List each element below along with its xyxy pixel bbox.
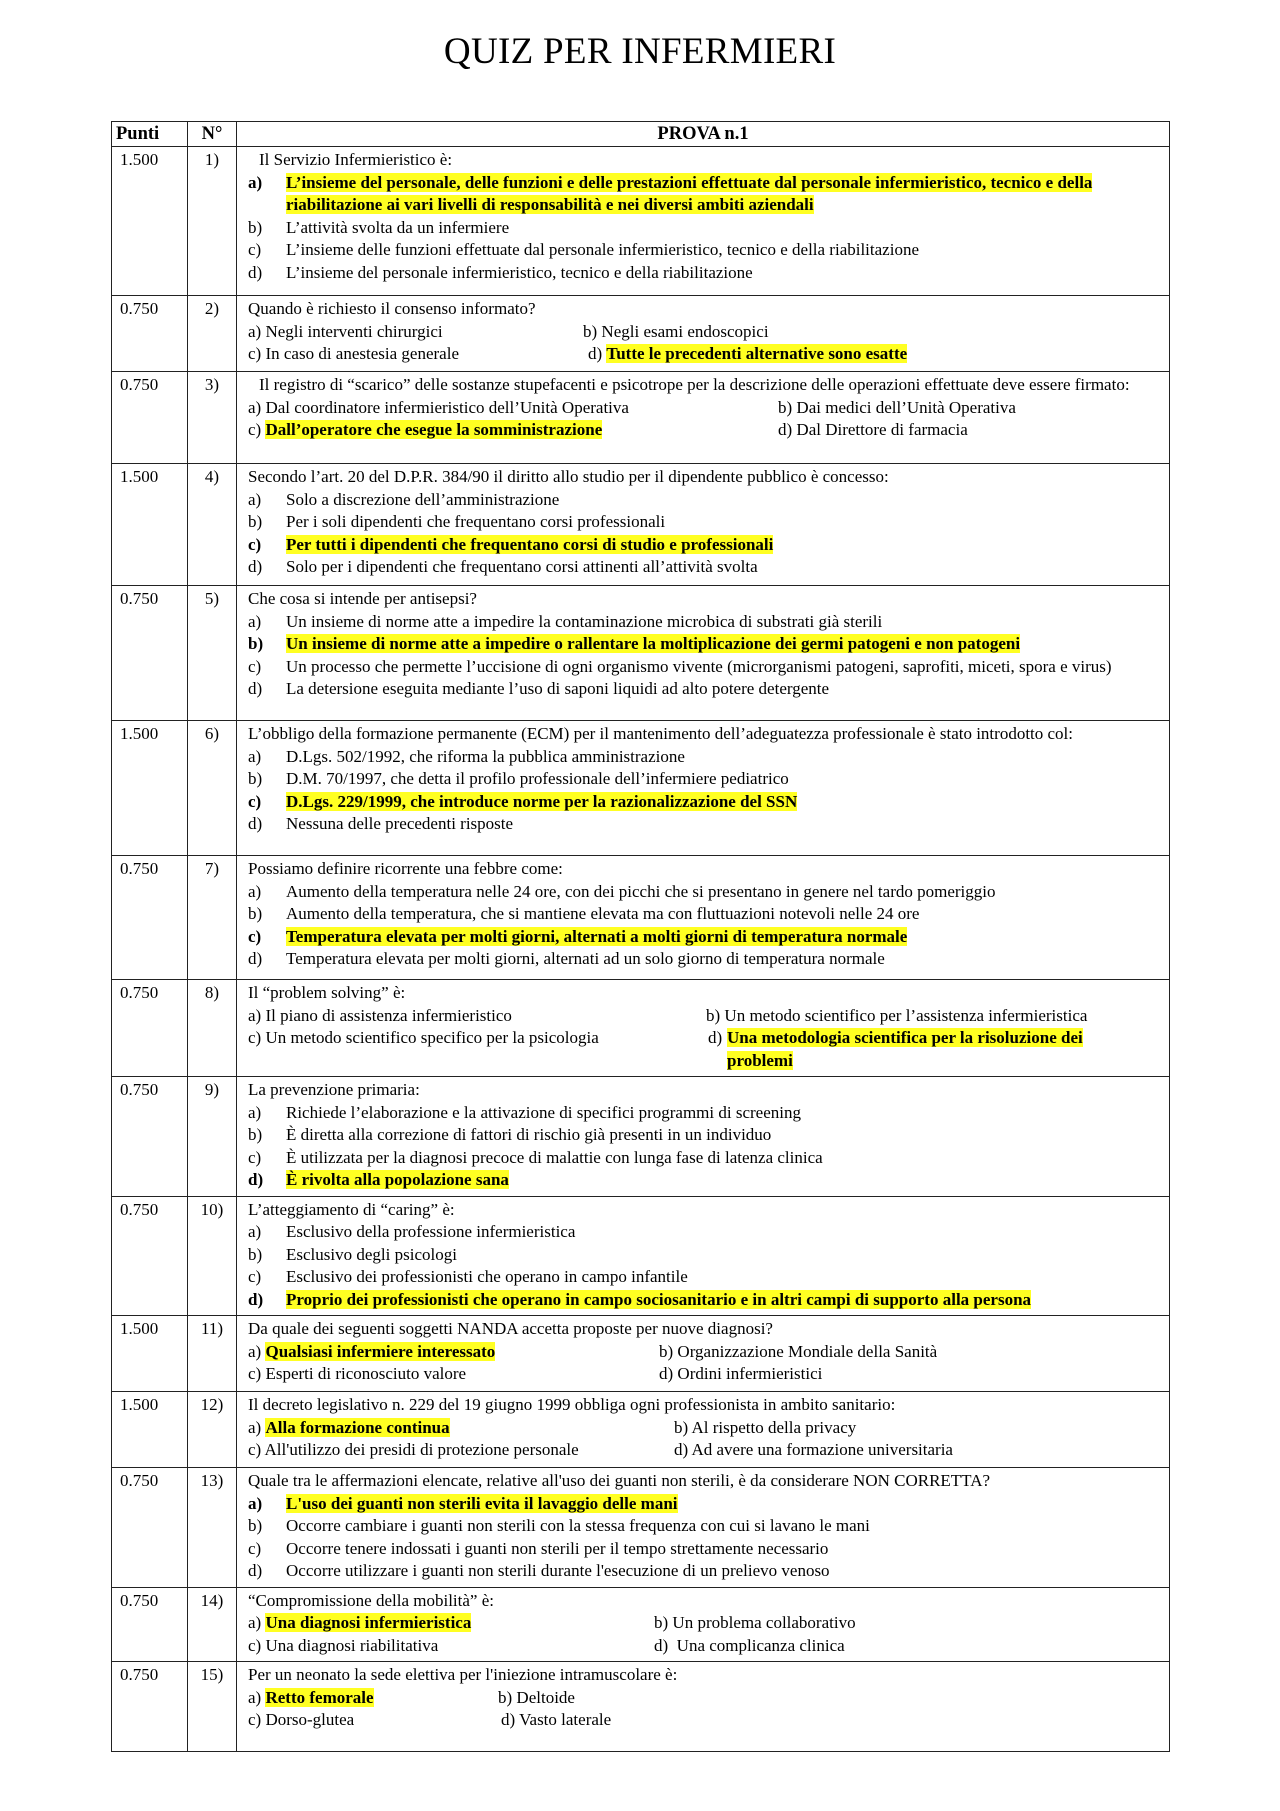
table-row: [112, 372, 1170, 464]
answer-row: [248, 419, 1163, 442]
question-number: 1): [188, 147, 237, 296]
question-points: 1.500: [112, 147, 188, 296]
answer-option: b) Un problema collaborativo: [654, 1613, 856, 1632]
answer-option: b) Negli esami endoscopici: [583, 321, 769, 341]
question-text: Il registro di “scarico” delle sostanze stupefacenti e psicotrope per la descrizione delle operazioni effettuate deve essere firmato:: [259, 375, 1130, 394]
answer-option: a) Un insieme di norme atte a impedire la contaminazione microbica di substrati già sterili: [248, 611, 883, 631]
question-points: 0.750: [112, 1077, 188, 1197]
answer-option: b) Per i soli dipendenti che frequentano corsi professionali: [248, 512, 666, 531]
answer-option-correct: b) Un insieme di norme atte a impedire o rallentare la moltiplicazione dei germi patogeni e non patogeni: [248, 634, 1021, 653]
correct-answer-highlight: Una diagnosi infermieristica: [265, 1613, 472, 1632]
question-number: 13): [188, 1468, 237, 1588]
answer-option: a) Negli interventi chirurgici: [248, 321, 443, 341]
question-text: Quale tra le affermazioni elencate, relative all'uso dei guanti non sterili, è da considerare NON CORRETTA?: [248, 1471, 991, 1490]
answer-option: a) Esclusivo della professione infermieristica: [248, 1222, 576, 1241]
answer-row: [248, 1635, 1163, 1658]
answer-option-correct: d) Tutte le precedenti alternative sono esatte: [588, 344, 908, 363]
question-text: Che cosa si intende per antisepsi?: [248, 589, 477, 608]
question-points: 0.750: [112, 856, 188, 980]
table-row: [112, 1392, 1170, 1468]
question-number: 14): [188, 1587, 237, 1662]
answer-option: c) Esclusivo dei professionisti che operano in campo infantile: [248, 1267, 688, 1286]
table-row: [112, 464, 1170, 586]
table-row: [112, 1662, 1170, 1752]
correct-answer-highlight: Qualsiasi infermiere interessato: [265, 1341, 496, 1361]
answer-option: b) D.M. 70/1997, che detta il profilo professionale dell’infermiere pediatrico: [248, 769, 789, 788]
question-text: L’atteggiamento di “caring” è:: [248, 1199, 455, 1219]
question-text: Quando è richiesto il consenso informato?: [248, 299, 536, 318]
answer-row: [248, 397, 1163, 420]
answer-option-correct: a) Qualsiasi infermiere interessato: [248, 1341, 496, 1361]
answer-option-correct: a) L’insieme del personale, delle funzioni e delle prestazioni effettuate dal personale infermieristico, tecnico e della riabilitazione ai vari livelli di responsabilità e nei diversi ambiti aziendali: [248, 172, 1093, 214]
answer-option: c) Esperti di riconosciuto valore: [248, 1364, 467, 1383]
answer-option: a) Aumento della temperatura nelle 24 ore, con dei picchi che si presentano in genere nel tardo pomeriggio: [248, 881, 996, 901]
table-row: [112, 1077, 1170, 1197]
correct-answer-highlight: Per tutti i dipendenti che frequentano corsi di studio e professionali: [286, 534, 774, 554]
answer-row: [248, 343, 1163, 366]
header-points: Punti: [112, 122, 188, 147]
correct-answer-highlight: Retto femorale: [265, 1687, 374, 1707]
question-points: 0.750: [112, 1587, 188, 1662]
answer-option: c) Una diagnosi riabilitativa: [248, 1635, 439, 1655]
table-row: [112, 296, 1170, 372]
answer-option: b) Occorre cambiare i guanti non sterili con la stessa frequenza con cui si lavano le mani: [248, 1516, 870, 1535]
question-number: 11): [188, 1316, 237, 1392]
answer-option: b) Organizzazione Mondiale della Sanità: [659, 1341, 938, 1361]
answer-option: c) Occorre tenere indossati i guanti non sterili per il tempo strettamente necessario: [248, 1538, 829, 1558]
question-cell: [237, 1468, 1170, 1588]
question-cell: [237, 372, 1170, 464]
answer-option: b) Esclusivo degli psicologi: [248, 1244, 457, 1264]
question-number: 10): [188, 1196, 237, 1316]
answer-option-correct: a) Una diagnosi infermieristica: [248, 1613, 472, 1632]
answer-option-correct: c) D.Lgs. 229/1999, che introduce norme per la razionalizzazione del SSN: [248, 791, 798, 811]
table-header-row: [112, 122, 1170, 147]
question-cell: [237, 296, 1170, 372]
correct-answer-highlight: L’insieme del personale, delle funzioni e delle prestazioni effettuate dal personale infermieristico, tecnico e della riabilitazione ai vari livelli di responsabilità e nei diversi ambiti aziendali: [286, 172, 1093, 214]
question-text: Il “problem solving” è:: [248, 983, 406, 1002]
answer-option: a) Richiede l’elaborazione e la attivazione di specifici programmi di screening: [248, 1102, 801, 1122]
table-row: [112, 1316, 1170, 1392]
question-cell: [237, 1196, 1170, 1316]
question-cell: [237, 1316, 1170, 1392]
question-text: Possiamo definire ricorrente una febbre come:: [248, 859, 563, 878]
answer-option: d) Vasto laterale: [501, 1710, 612, 1729]
answer-option: c) All'utilizzo dei presidi di protezione personale: [248, 1440, 579, 1459]
answer-option: d) Ad avere una formazione universitaria: [674, 1440, 953, 1459]
question-points: 0.750: [112, 296, 188, 372]
question-points: 1.500: [112, 464, 188, 586]
question-text: Il Servizio Infermieristico è:: [259, 150, 453, 169]
question-text: Da quale dei seguenti soggetti NANDA accetta proposte per nuove diagnosi?: [248, 1319, 773, 1338]
answer-option: b) L’attività svolta da un infermiere: [248, 217, 510, 237]
question-cell: [237, 464, 1170, 586]
answer-option: a) Solo a discrezione dell’amministrazione: [248, 489, 560, 509]
answer-row: [248, 1363, 1163, 1386]
answer-row: [248, 1027, 1163, 1072]
question-number: 7): [188, 856, 237, 980]
question-points: 0.750: [112, 1196, 188, 1316]
question-text: Per un neonato la sede elettiva per l'iniezione intramuscolare è:: [248, 1665, 678, 1684]
correct-answer-highlight: È rivolta alla popolazione sana: [286, 1170, 509, 1189]
question-cell: [237, 980, 1170, 1077]
answer-option: d) Occorre utilizzare i guanti non sterili durante l'esecuzione di un prelievo venoso: [248, 1561, 830, 1580]
question-cell: [237, 1662, 1170, 1752]
question-number: 6): [188, 721, 237, 856]
table-row: [112, 586, 1170, 721]
answer-option: d) Temperatura elevata per molti giorni, alternati ad un solo giorno di temperatura normale: [248, 949, 885, 968]
answer-row: [248, 1709, 1163, 1732]
table-row: [112, 1468, 1170, 1588]
question-cell: [237, 856, 1170, 980]
answer-option: c) Un metodo scientifico specifico per la psicologia: [248, 1028, 599, 1047]
answer-option: b) È diretta alla correzione di fattori di rischio già presenti in un individuo: [248, 1125, 772, 1144]
answer-option: b) Aumento della temperatura, che si mantiene elevata ma con fluttuazioni notevoli nelle 24 ore: [248, 904, 920, 923]
answer-option: b) Dai medici dell’Unità Operativa: [778, 397, 1016, 417]
question-number: 2): [188, 296, 237, 372]
question-number: 9): [188, 1077, 237, 1197]
answer-row: [248, 1341, 1163, 1364]
answer-row: [248, 1612, 1163, 1635]
answer-option: d) Solo per i dipendenti che frequentano corsi attinenti all’attività svolta: [248, 557, 758, 576]
answer-option: d) La detersione eseguita mediante l’uso di saponi liquidi ad alto potere detergente: [248, 679, 830, 698]
question-cell: [237, 721, 1170, 856]
question-points: 0.750: [112, 980, 188, 1077]
correct-answer-highlight: Tutte le precedenti alternative sono esatte: [606, 344, 908, 363]
correct-answer-highlight: Dall’operatore che esegue la somministrazione: [265, 420, 603, 439]
answer-option-correct: c) Dall’operatore che esegue la somministrazione: [248, 420, 603, 439]
answer-option-correct: d) Proprio dei professionisti che operano in campo sociosanitario e in altri campi di supporto alla persona: [248, 1289, 1032, 1309]
question-cell: [237, 147, 1170, 296]
question-cell: [237, 1392, 1170, 1468]
question-number: 15): [188, 1662, 237, 1752]
answer-option-correct: a) Retto femorale: [248, 1687, 374, 1707]
answer-row: [248, 1005, 1163, 1028]
answer-option: a) Dal coordinatore infermieristico dell’Unità Operativa: [248, 397, 629, 417]
answer-option: b) Al rispetto della privacy: [674, 1417, 857, 1437]
quiz-table: [111, 121, 1170, 1752]
correct-answer-highlight: Alla formazione continua: [265, 1417, 450, 1437]
answer-option-correct: d) È rivolta alla popolazione sana: [248, 1170, 509, 1189]
question-number: 3): [188, 372, 237, 464]
correct-answer-highlight: D.Lgs. 229/1999, che introduce norme per la razionalizzazione del SSN: [286, 791, 798, 811]
correct-answer-highlight: Temperatura elevata per molti giorni, alternati a molti giorni di temperatura normale: [286, 926, 908, 946]
correct-answer-highlight: Un insieme di norme atte a impedire o rallentare la moltiplicazione dei germi patogeni e non patogeni: [286, 634, 1021, 653]
table-row: [112, 1196, 1170, 1316]
answer-option: c) È utilizzata per la diagnosi precoce di malattie con lunga fase di latenza clinica: [248, 1147, 823, 1167]
answer-row: [248, 1439, 1163, 1462]
correct-answer-highlight: Una metodologia scientifica per la risoluzione dei problemi: [727, 1028, 1083, 1070]
question-cell: [237, 586, 1170, 721]
header-section: PROVA n.1: [237, 122, 1170, 147]
answer-option-correct: c) Per tutti i dipendenti che frequentano corsi di studio e professionali: [248, 534, 774, 554]
answer-option: c) Dorso-glutea: [248, 1710, 355, 1729]
answer-option: a) D.Lgs. 502/1992, che riforma la pubblica amministrazione: [248, 746, 685, 766]
table-row: [112, 856, 1170, 980]
question-points: 1.500: [112, 1392, 188, 1468]
question-points: 0.750: [112, 1468, 188, 1588]
answer-option: c) In caso di anestesia generale: [248, 344, 459, 363]
answer-row: [248, 1417, 1163, 1440]
answer-option-correct: a) Alla formazione continua: [248, 1417, 450, 1437]
question-number: 8): [188, 980, 237, 1077]
question-number: 5): [188, 586, 237, 721]
table-row: [112, 721, 1170, 856]
answer-option: d) L’insieme del personale infermieristico, tecnico e della riabilitazione: [248, 262, 753, 282]
question-points: 1.500: [112, 1316, 188, 1392]
answer-row: [248, 1687, 1163, 1710]
answer-option: d) Ordini infermieristici: [659, 1364, 823, 1383]
header-number: N°: [188, 122, 237, 147]
answer-option-correct: d) Una metodologia scientifica per la risoluzione dei problemi: [708, 1028, 1083, 1070]
document-title: QUIZ PER INFERMIERI: [443, 31, 837, 72]
question-points: 0.750: [112, 586, 188, 721]
question-number: 4): [188, 464, 237, 586]
answer-option: c) Un processo che permette l’uccisione di ogni organismo vivente (microrganismi patogeni, saprofiti, miceti, spora e virus): [248, 656, 1112, 676]
answer-option-correct: a) L'uso dei guanti non sterili evita il lavaggio delle mani: [248, 1493, 678, 1513]
answer-option: d) Una complicanza clinica: [654, 1635, 845, 1655]
question-points: 0.750: [112, 372, 188, 464]
answer-option-correct: c) Temperatura elevata per molti giorni, alternati a molti giorni di temperatura normale: [248, 926, 908, 946]
answer-option: a) Il piano di assistenza infermieristico: [248, 1005, 512, 1025]
answer-option: d) Dal Direttore di farmacia: [778, 420, 968, 439]
question-number: 12): [188, 1392, 237, 1468]
correct-answer-highlight: L'uso dei guanti non sterili evita il lavaggio delle mani: [286, 1493, 678, 1513]
table-row: [112, 1587, 1170, 1662]
answer-option: d) Nessuna delle precedenti risposte: [248, 814, 514, 833]
correct-answer-highlight: Proprio dei professionisti che operano in campo sociosanitario e in altri campi di supporto alla persona: [286, 1289, 1032, 1309]
question-text: “Compromissione della mobilità” è:: [248, 1590, 494, 1610]
answer-option: c) L’insieme delle funzioni effettuate dal personale infermieristico, tecnico e della riabilitazione: [248, 240, 919, 259]
question-text: Il decreto legislativo n. 229 del 19 giugno 1999 obbliga ogni professionista in ambito sanitario:: [248, 1395, 896, 1414]
answer-row: [248, 321, 1163, 344]
question-text: L’obbligo della formazione permanente (ECM) per il mantenimento dell’adeguatezza professionale è stato introdotto col:: [248, 724, 1074, 743]
question-text: Secondo l’art. 20 del D.P.R. 384/90 il diritto allo studio per il dipendente pubblico è concesso:: [248, 467, 889, 486]
answer-option: b) Deltoide: [498, 1687, 575, 1707]
question-cell: [237, 1587, 1170, 1662]
answer-option: b) Un metodo scientifico per l’assistenza infermieristica: [706, 1005, 1088, 1025]
question-points: 1.500: [112, 721, 188, 856]
question-text: La prevenzione primaria:: [248, 1080, 420, 1099]
table-row: [112, 980, 1170, 1077]
question-points: 0.750: [112, 1662, 188, 1752]
question-cell: [237, 1077, 1170, 1197]
table-row: [112, 147, 1170, 296]
